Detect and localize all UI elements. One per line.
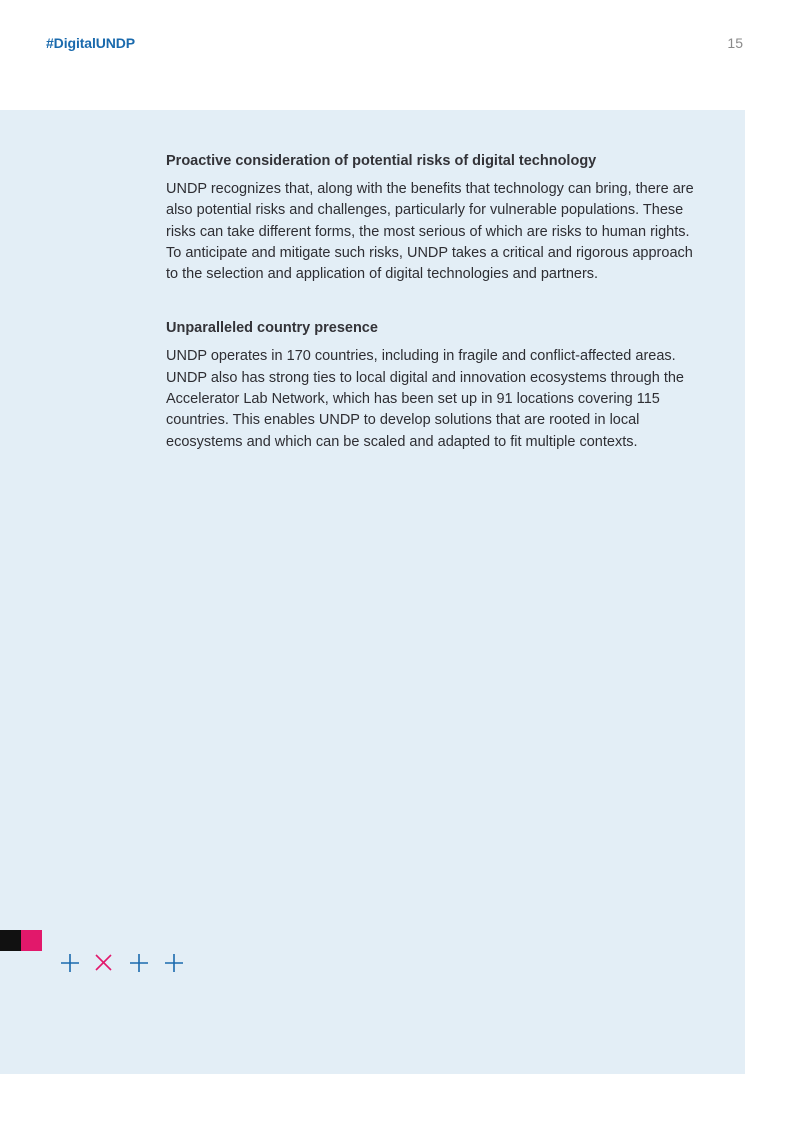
section-body: UNDP recognizes that, along with the benefits that technology can bring, there are also potential risks and challenges, particularly for vulnerable populations. These risks can take different forms, the most serious of which are risks to human rights. To anticipate and mitigate such risks, UNDP takes a critical and rigorous approach to the selection and application of digital technologies and partners. bbox=[166, 181, 694, 283]
section-country-presence bbox=[166, 319, 698, 452]
plus-icon bbox=[130, 954, 148, 972]
decorative-symbols bbox=[58, 950, 188, 976]
section-title: Proactive consideration of potential risks of digital technology bbox=[166, 153, 597, 169]
section-title: Unparalleled country presence bbox=[166, 320, 378, 337]
hashtag-header: #DigitalUNDP bbox=[46, 35, 136, 51]
cross-icon bbox=[96, 955, 111, 970]
section-body: UNDP operates in 170 countries, including in fragile and conflict-affected areas. UNDP also has strong ties to local digital and innovation ecosystems through the Accelerator Lab Network, which has been set up in 91 locations covering 115 countries. This enables UNDP to develop solutions that are rooted in local ecosystems and which can be scaled and adapted to fit multiple contexts. bbox=[166, 348, 684, 450]
plus-icon bbox=[61, 954, 79, 972]
black-square-decoration bbox=[0, 930, 21, 951]
section-risks bbox=[166, 152, 698, 285]
pink-square-decoration bbox=[21, 930, 42, 951]
page-number: 15 bbox=[727, 35, 743, 51]
plus-icon bbox=[165, 954, 183, 972]
content-column bbox=[166, 152, 698, 487]
